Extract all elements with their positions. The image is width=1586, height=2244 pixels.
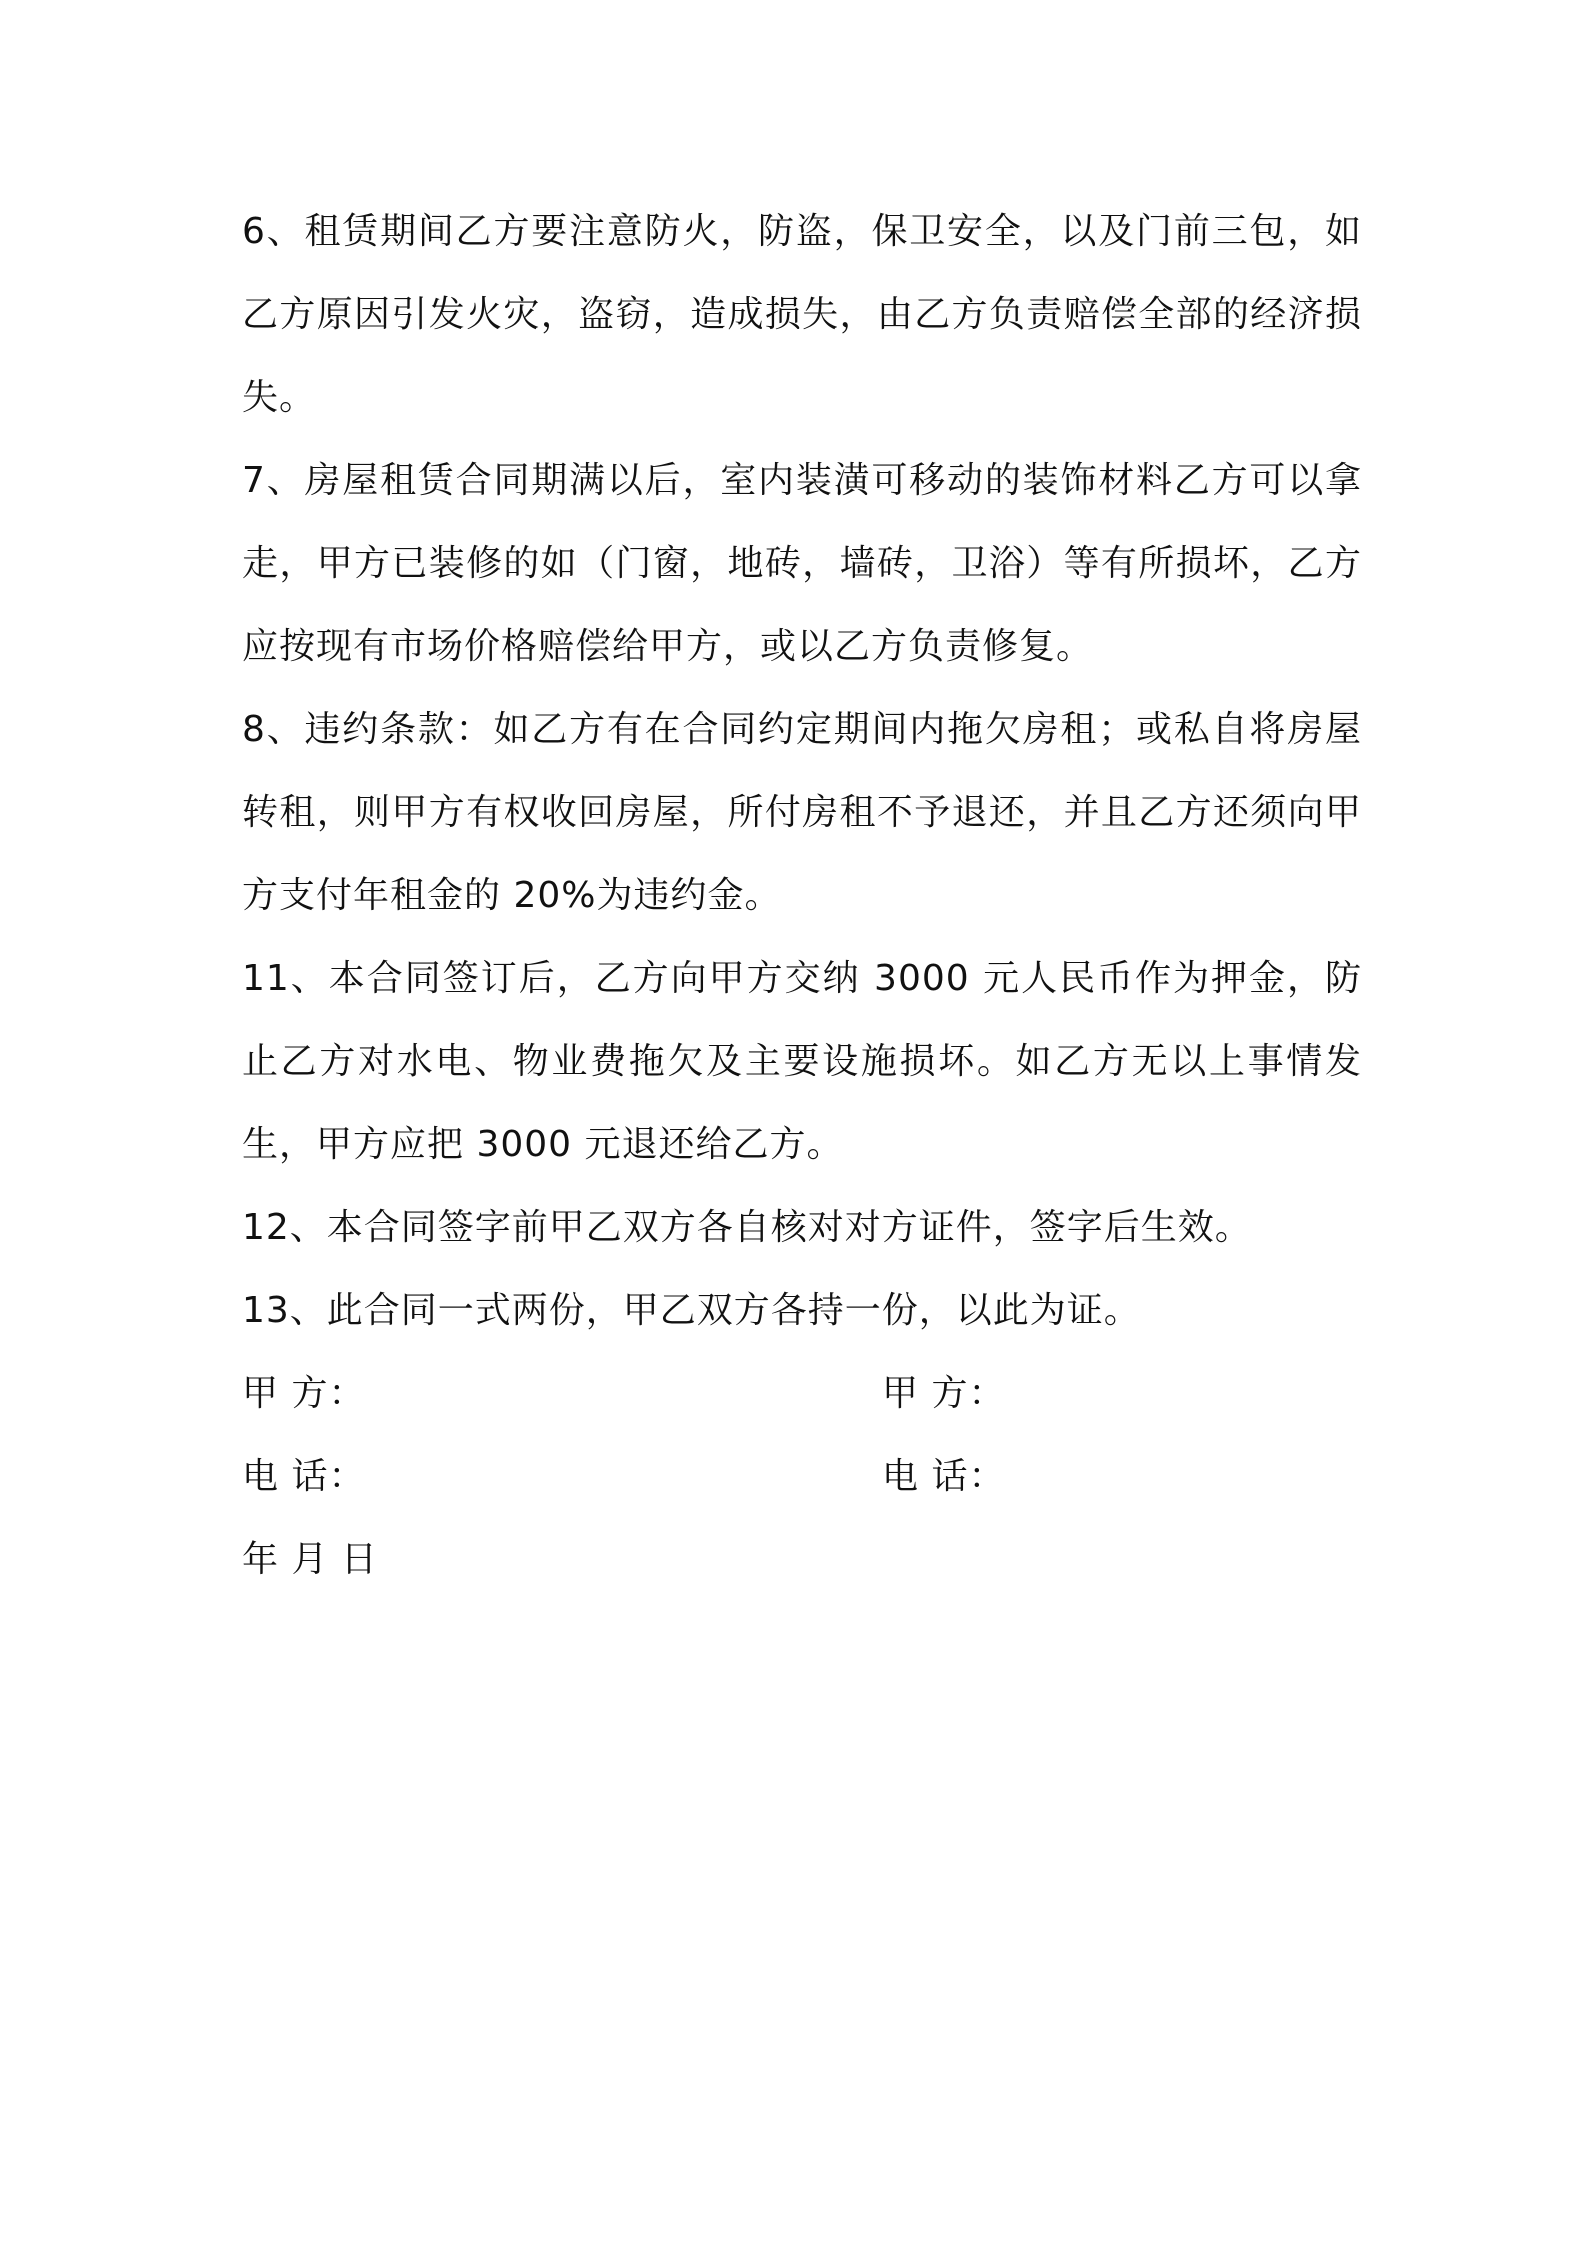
clause-11: 11、本合同签订后，乙方向甲方交纳 3000 元人民币作为押金，防止乙方对水电、物业费拖欠及主要设施损坏。如乙方无以上事情发生，甲方应把 3000 元退还给乙方。 <box>242 958 1362 1165</box>
party-a-label-left: 甲 方： <box>242 1373 366 1414</box>
clause-8: 8、违约条款：如乙方有在合同约定期间内拖欠房租；或私自将房屋转租，则甲方有权收回房屋，所付房租不予退还，并且乙方还须向甲方支付年租金的 20%为违约金。 <box>242 709 1362 916</box>
document-body <box>242 190 1362 1601</box>
party-a-label-right: 甲 方： <box>882 1373 1006 1414</box>
clause-13: 13、此合同一式两份，甲乙双方各持一份，以此为证。 <box>242 1290 1141 1331</box>
phone-label-left: 电 话： <box>242 1456 366 1497</box>
clause-6: 6、租赁期间乙方要注意防火，防盗，保卫安全，以及门前三包，如乙方原因引发火灾，盗窃，造成损失，由乙方负责赔偿全部的经济损失。 <box>242 211 1362 418</box>
date-line: 年 月 日 <box>242 1539 378 1580</box>
phone-label-right: 电 话： <box>882 1456 1006 1497</box>
clause-7: 7、房屋租赁合同期满以后，室内装潢可移动的装饰材料乙方可以拿走，甲方已装修的如（门窗，地砖，墙砖，卫浴）等有所损坏，乙方应按现有市场价格赔偿给甲方，或以乙方负责修复。 <box>242 460 1362 667</box>
signature-party-row <box>242 1352 1362 1435</box>
clause-12: 12、本合同签字前甲乙双方各自核对对方证件，签字后生效。 <box>242 1207 1252 1248</box>
signature-phone-row <box>242 1435 1362 1518</box>
